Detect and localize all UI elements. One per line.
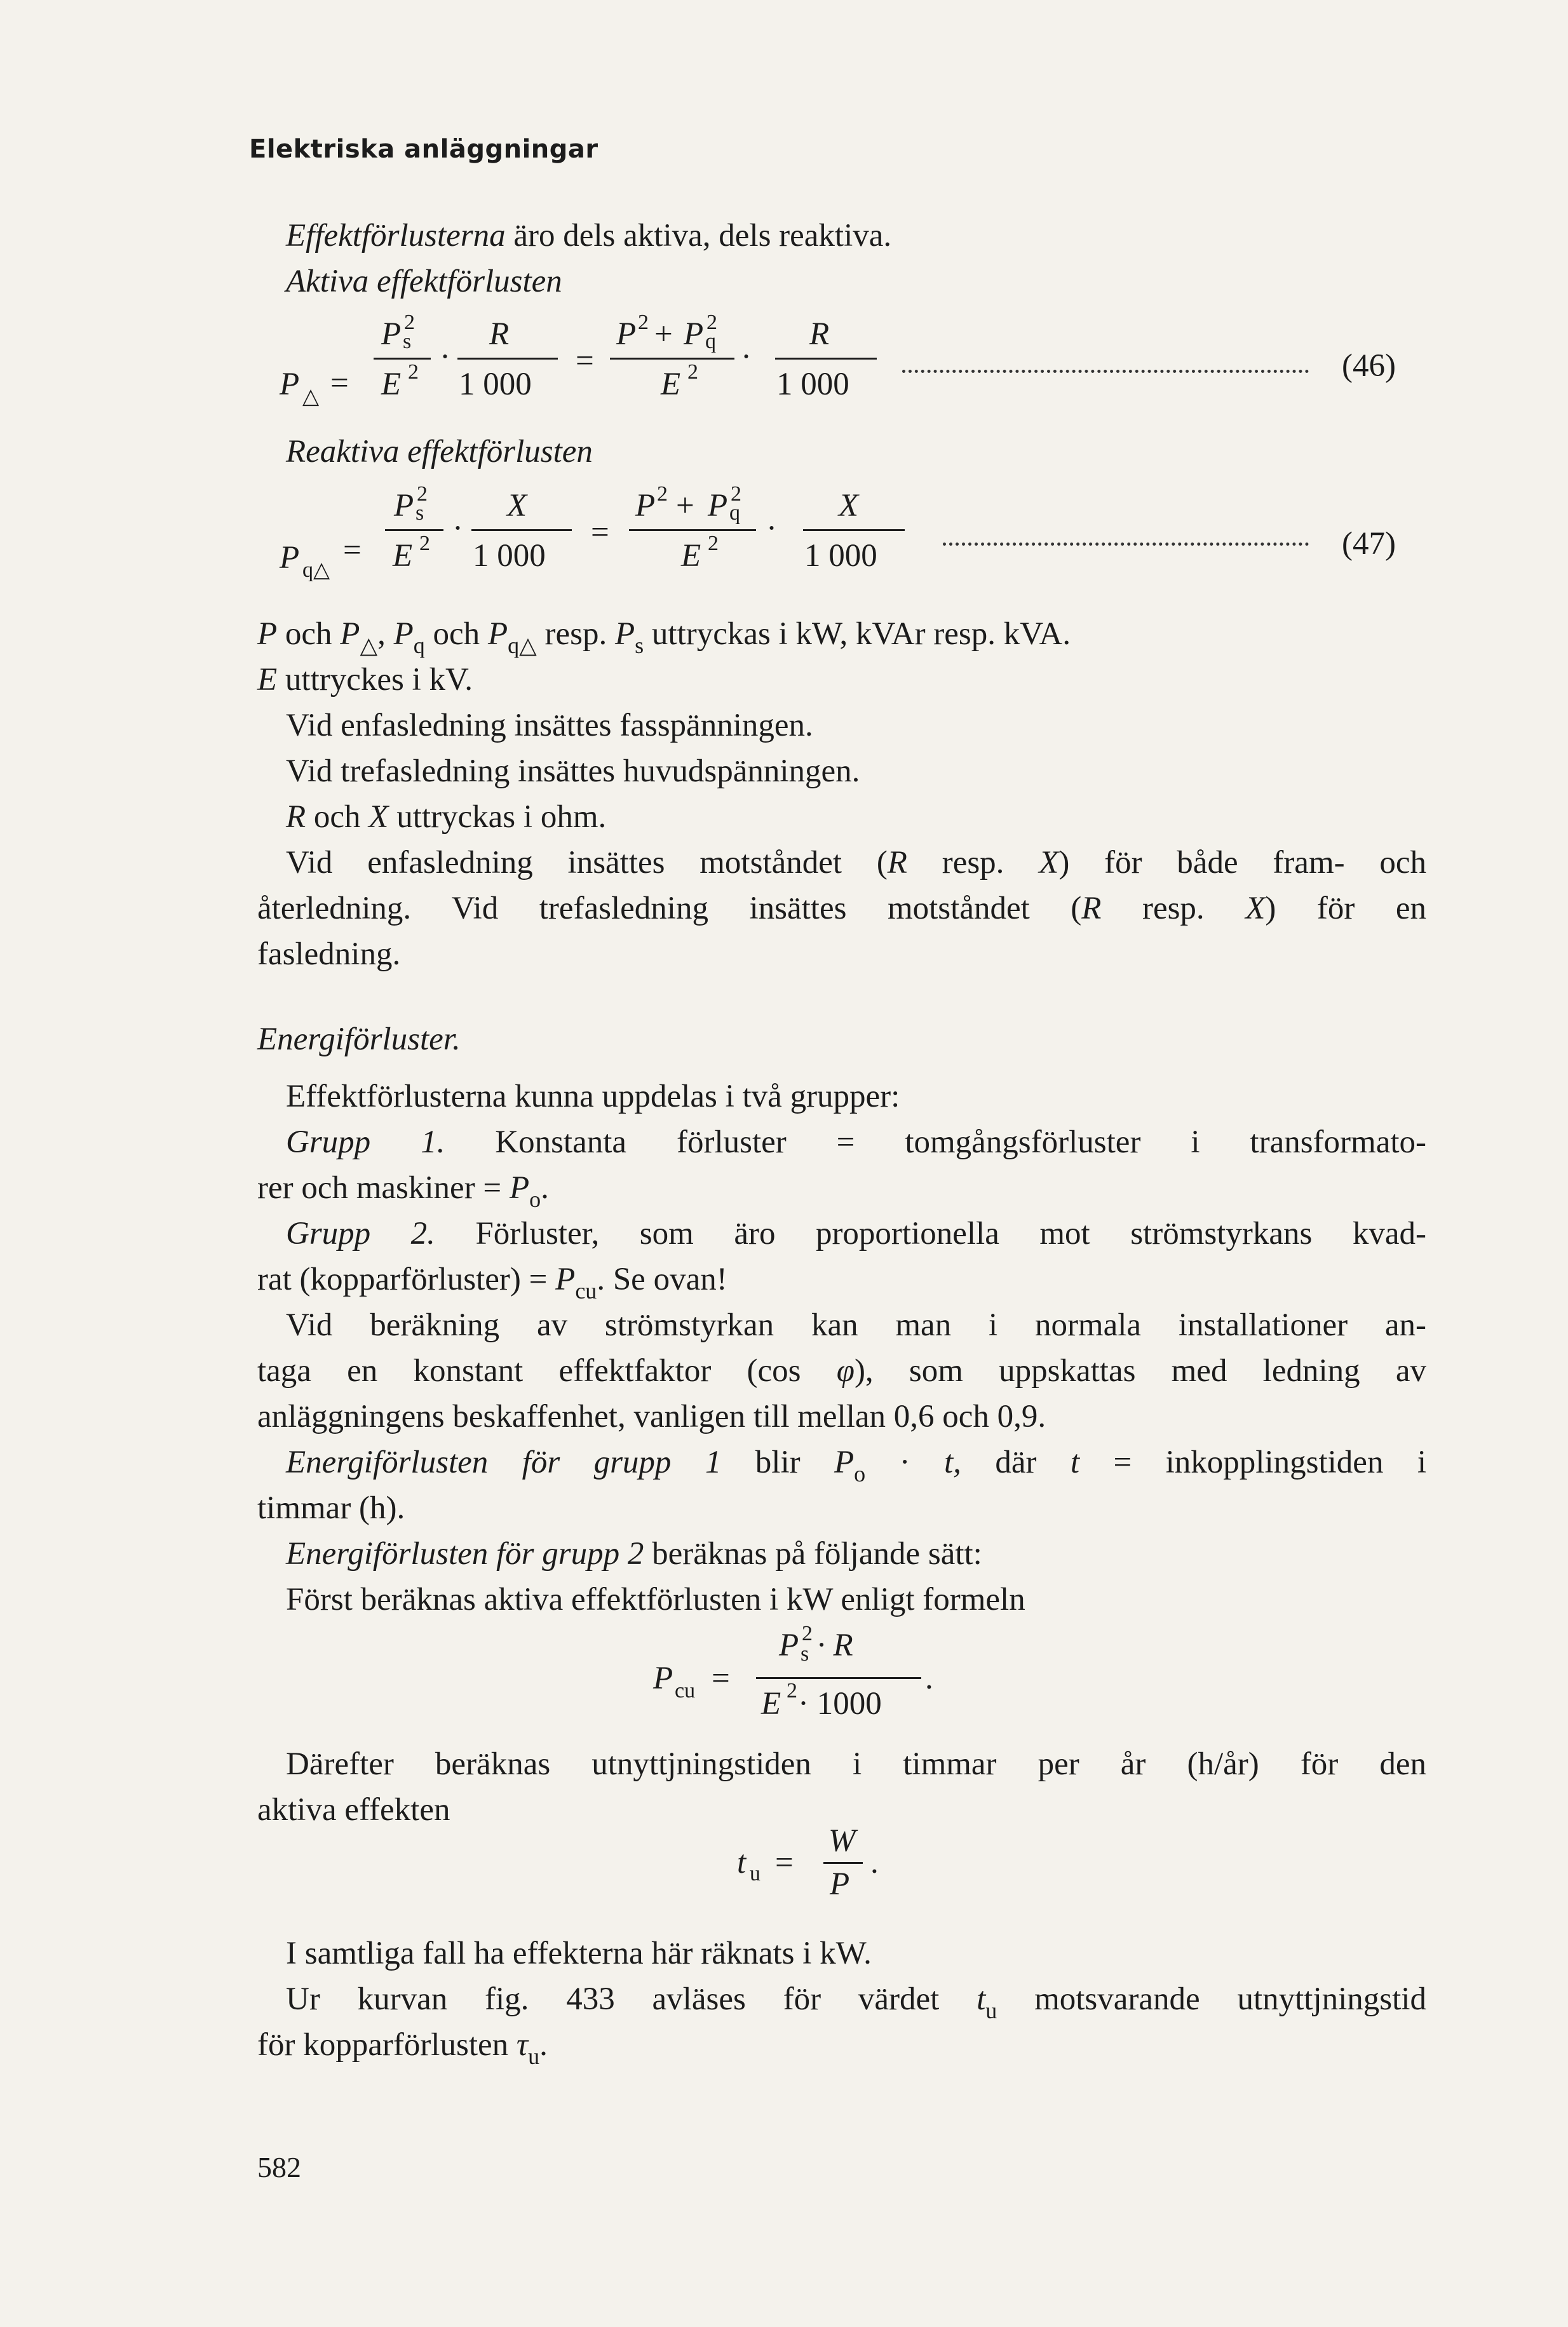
pcu-lhs-sub: cu (675, 1679, 696, 1703)
symbol-pq-delta: P (487, 616, 508, 652)
tu-num: W (828, 1823, 856, 1859)
symbol-t: t (1070, 1445, 1080, 1480)
eq47-dot1: · (452, 511, 463, 546)
symbol-p: P (257, 616, 278, 652)
symbol-phi: φ (836, 1353, 855, 1389)
group1-text: . (541, 1170, 549, 1206)
symbol-sub: o (529, 1187, 541, 1212)
closing-text: Ur kurvan fig. 433 avläses för värdet (286, 1981, 977, 2017)
symbol-r: R (1081, 891, 1102, 926)
enfas-line: Vid enfasledning insättes fasspänningen. (286, 708, 813, 743)
closing-text: . (539, 2027, 548, 2063)
eq46-lhs-sub: △ (302, 385, 320, 408)
eq46-dot1: · (440, 339, 450, 375)
energy-group1-cont: timmar (h). (257, 1490, 405, 1526)
calc-line-3: anläggningens beskaffenhet, vanligen till mellan 0,6 och 0,9. (257, 1399, 1046, 1434)
pcu-frac-bar (756, 1677, 921, 1679)
energy-text: blir (721, 1445, 835, 1480)
pcu-den-e: E (761, 1686, 781, 1722)
units-line (257, 612, 1426, 659)
pcu-den-sup: 2 (787, 1679, 797, 1703)
group1-label: Grupp 1. (286, 1124, 445, 1160)
units-e-line (257, 658, 1426, 702)
motstand-line-1 (286, 840, 1426, 885)
rx-text: och (306, 799, 369, 835)
motstand-text: ) för både fram- och (1058, 845, 1426, 880)
eq47-frac4-bar (803, 529, 905, 531)
eq47-num1: P (394, 488, 414, 523)
units-text: , (377, 616, 394, 652)
symbol-sub: o (854, 1461, 866, 1487)
eq46-num3-a: P (616, 316, 637, 352)
motstand-line-2 (257, 886, 1426, 931)
motstand-text: resp. (907, 845, 1039, 880)
group1-line (286, 1120, 1426, 1164)
eq46-num4: R (809, 316, 830, 352)
energy-group1-term: Energiförlusten för grupp 1 (286, 1445, 722, 1480)
closing-text: motsvarande utnyttjningstid (997, 1981, 1426, 2017)
eq46-leader-dots (902, 370, 1309, 373)
eq47-num3-a: P (635, 488, 656, 523)
eq46-equals: = (330, 365, 349, 401)
closing-line-1: I samtliga fall ha effekterna här räknats i kW. (286, 1936, 872, 1971)
group1-text: rer och maskiner = (257, 1170, 510, 1206)
eq47-den4: 1 000 (804, 538, 877, 574)
active-heading: Aktiva effektförlusten (286, 264, 562, 299)
symbol-tau: τ (516, 2027, 529, 2063)
eq47-den1: E (393, 538, 413, 574)
symbol-x: X (368, 799, 389, 835)
group1-cont (257, 1166, 1426, 1213)
symbol-t: t (977, 1981, 986, 2017)
eq46-num3-b-sup: 2 (706, 311, 717, 334)
symbol-pcu: P (555, 1262, 576, 1297)
pcu-num-sub: s (801, 1642, 809, 1666)
eq46-num3-b-sub: q (705, 330, 716, 353)
group2-text: . Se ovan! (597, 1262, 727, 1297)
units-text: och (424, 616, 488, 652)
eq47-frac2-bar (471, 529, 572, 531)
motstand-text: Vid enfasledning insättes motståndet ( (286, 845, 888, 880)
symbol-sub: q△ (508, 633, 537, 658)
eq47-equals-2: = (591, 515, 609, 550)
energy-group2-term: Energiförlusten för grupp 2 (286, 1536, 644, 1572)
eq46-dot2: · (741, 339, 752, 375)
energy-text: · (865, 1445, 944, 1480)
eq46-den1-sup: 2 (408, 360, 419, 384)
eq46-num2: R (489, 316, 510, 352)
reactive-heading: Reaktiva effektförlusten (286, 434, 593, 469)
symbol-sub: cu (575, 1278, 597, 1304)
tu-equals: = (775, 1845, 794, 1880)
energy-text: där (961, 1445, 1071, 1480)
trefas-line: Vid trefasledning insättes huvudspänningen. (286, 753, 860, 789)
symbol-po: P (509, 1170, 530, 1206)
eq47-den2: 1 000 (473, 538, 546, 574)
eq46-frac1-bar (374, 358, 431, 360)
group2-text: rat (kopparförluster) = (257, 1262, 556, 1297)
eq46-num1-sup: 2 (404, 311, 415, 334)
energy-group1-line (286, 1440, 1426, 1487)
energy-group2-line (286, 1532, 1455, 1576)
tu-lhs: t (737, 1845, 747, 1880)
group1-text: Konstanta förluster = tomgångsförluster i transformato- (445, 1124, 1426, 1160)
eq46-den4: 1 000 (776, 367, 849, 402)
pcu-den-rest: · 1000 (798, 1686, 882, 1722)
group2-line (286, 1211, 1426, 1256)
tu-den: P (830, 1866, 850, 1902)
eq46-lhs: P (280, 367, 300, 402)
eq46-num3-a-sup: 2 (638, 311, 649, 334)
tu-end: . (870, 1845, 879, 1880)
page-number: 582 (257, 2151, 301, 2183)
calc-text: ), som uppskattas med ledning av (854, 1353, 1426, 1389)
rx-text: uttryckas i ohm. (388, 799, 607, 835)
motstand-text: resp. (1101, 891, 1246, 926)
eq47-num3-b: P (708, 488, 728, 523)
pcu-num-sup: 2 (802, 1622, 813, 1645)
eq47-num4: X (839, 488, 859, 523)
first-line: Först beräknas aktiva effektförlusten i kW enligt formeln (286, 1582, 1025, 1617)
eq47-num3-b-sup: 2 (731, 482, 741, 506)
running-header: Elektriska anläggningar (249, 135, 598, 164)
pcu-num-p: P (779, 1628, 799, 1663)
symbol-r: R (887, 845, 907, 880)
symbol-ps: P (615, 616, 635, 652)
eq46-num3-b: P (684, 316, 704, 352)
eq47-num3-plus: + (676, 488, 694, 523)
closing-line-3 (257, 2023, 1426, 2070)
eq47-leader-dots (943, 543, 1309, 546)
eq47-den3: E (681, 538, 701, 574)
groups-intro: Effektförlusterna kunna uppdelas i två grupper: (286, 1079, 900, 1114)
eq46-den3: E (661, 367, 681, 402)
symbol-pq: P (393, 616, 414, 652)
calc-line-2 (257, 1349, 1426, 1393)
eq46-num1: P (381, 316, 402, 352)
symbol-sub: q (413, 633, 425, 658)
symbol-r: R (286, 799, 306, 835)
units-text: och (277, 616, 341, 652)
closing-line-2 (286, 1977, 1426, 2024)
units-text: resp. (536, 616, 615, 652)
calc-text: taga en konstant effektfaktor (cos (257, 1353, 837, 1389)
pcu-lhs: P (653, 1661, 673, 1696)
eq47-number: (47) (1342, 526, 1396, 562)
eq46-frac3-bar (610, 358, 734, 360)
eq47-dot2: · (766, 511, 777, 546)
intro-line-1 (286, 213, 1455, 258)
symbol-sub: △ (360, 633, 378, 658)
term-effektforlusterna: Effektförlusterna (286, 218, 506, 253)
eq47-lhs: P (280, 540, 300, 576)
eq47-num3-b-sub: q (729, 501, 740, 525)
symbol-x: X (1039, 845, 1059, 880)
pcu-end: . (925, 1661, 933, 1696)
symbol-t: t, (943, 1445, 961, 1480)
motstand-text: ) för en (1265, 891, 1426, 926)
eq46-den3-sup: 2 (687, 360, 698, 384)
eq46-num1-sub: s (403, 330, 412, 353)
intro-text: äro dels aktiva, dels reaktiva. (505, 218, 892, 253)
pcu-num-rest: · R (817, 1628, 853, 1663)
eq47-equals: = (343, 532, 362, 568)
symbol-sub: s (635, 633, 644, 658)
eq46-den2: 1 000 (459, 367, 532, 402)
energy-text: beräknas på följande sätt: (644, 1536, 982, 1572)
symbol-p-delta: P (340, 616, 360, 652)
eq47-den3-sup: 2 (708, 532, 719, 555)
eq46-num3-plus: + (654, 316, 673, 352)
eq47-frac3-bar (629, 529, 756, 531)
units-text: uttryckas i kW, kVAr resp. kVA. (644, 616, 1071, 652)
eq46-den1: E (381, 367, 402, 402)
eq46-equals-2: = (576, 343, 594, 379)
calc-line-1: Vid beräkning av strömstyrkan kan man i normala installationer an- (286, 1307, 1426, 1343)
eq47-num1-sub: s (416, 501, 424, 525)
eq46-number: (46) (1342, 348, 1396, 384)
symbol-e: E (257, 662, 278, 698)
motstand-text: återledning. Vid trefasledning insättes motståndet ( (257, 891, 1082, 926)
group2-text: Förluster, som äro proportionella mot strömstyrkans kvad- (435, 1216, 1426, 1251)
pcu-equals: = (712, 1661, 730, 1696)
eq47-lhs-sub: q△ (302, 558, 330, 582)
closing-text: för kopparförlusten (257, 2027, 517, 2063)
motstand-line-3: fasledning. (257, 936, 401, 972)
symbol-x: X (1245, 891, 1266, 926)
energy-text: = inkopplingstiden i (1079, 1445, 1427, 1480)
group2-label: Grupp 2. (286, 1216, 435, 1251)
after-line-2: aktiva effekten (257, 1792, 450, 1828)
rx-line (286, 795, 1455, 839)
eq47-num1-sup: 2 (417, 482, 428, 506)
tu-lhs-sub: u (750, 1862, 760, 1885)
eq47-num2: X (507, 488, 527, 523)
symbol-po: P (834, 1445, 855, 1480)
symbol-sub: u (528, 2044, 540, 2069)
tu-frac-bar (823, 1862, 863, 1864)
eq47-frac1-bar (385, 529, 443, 531)
after-line-1: Därefter beräknas utnyttjningstiden i timmar per år (h/år) för den (286, 1746, 1426, 1782)
eq46-frac4-bar (775, 358, 877, 360)
eq46-frac2-bar (457, 358, 558, 360)
energy-heading: Energiförluster. (257, 1022, 461, 1057)
eq47-den1-sup: 2 (419, 532, 430, 555)
eq47-num3-a-sup: 2 (657, 482, 668, 506)
group2-cont (257, 1257, 1426, 1304)
symbol-sub: u (985, 1998, 997, 2023)
units-text: uttryckes i kV. (277, 662, 473, 698)
